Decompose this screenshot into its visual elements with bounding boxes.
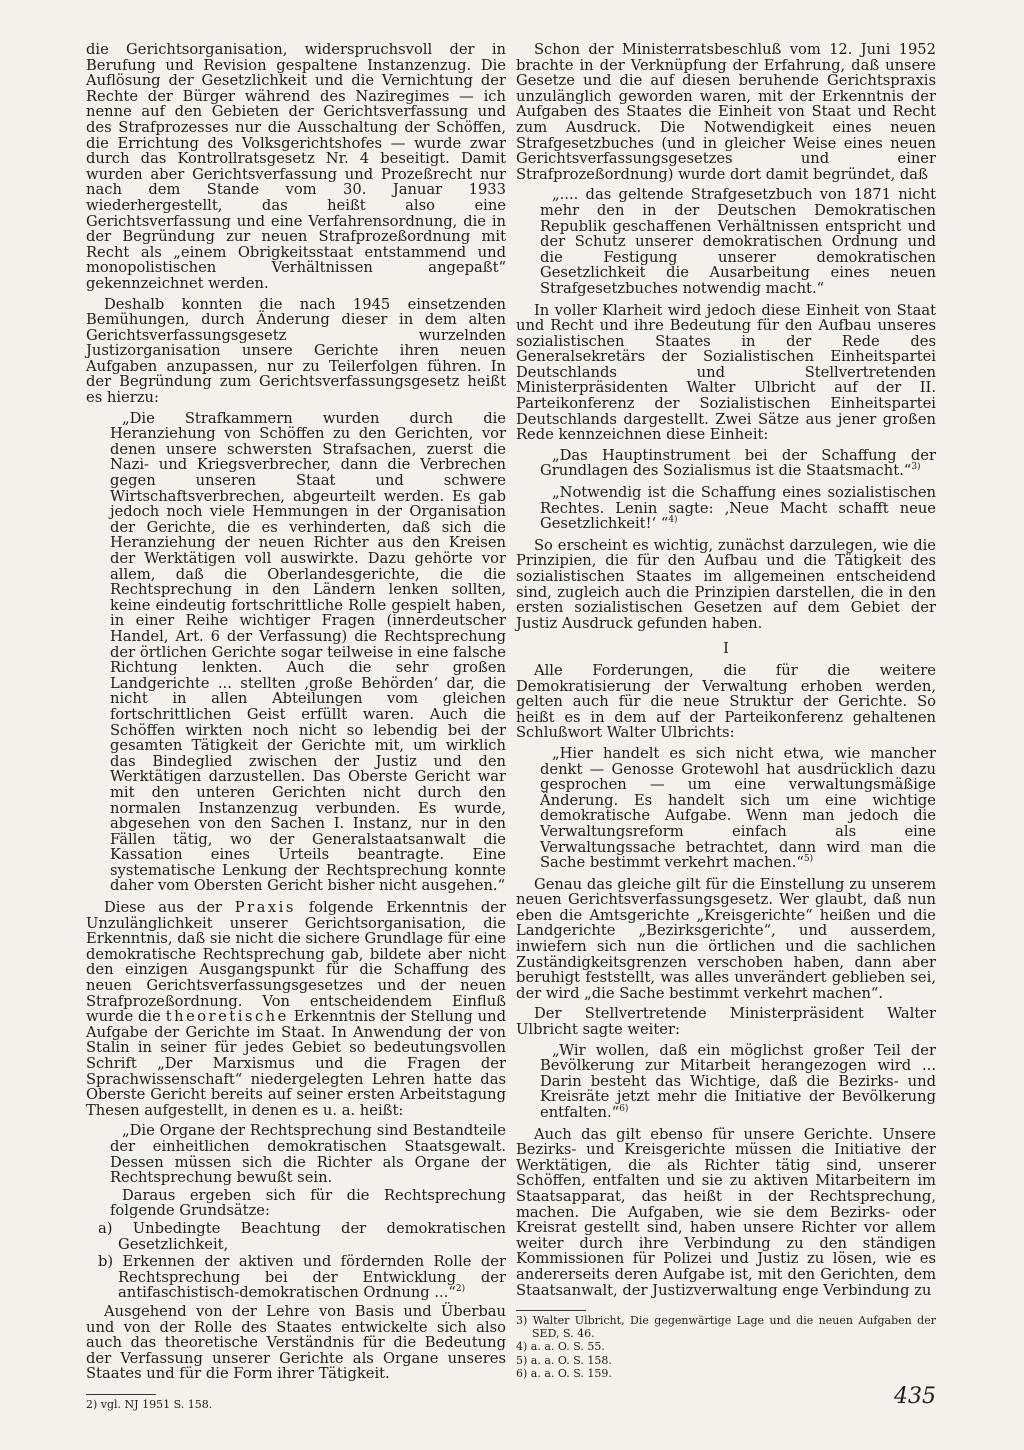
block-quote <box>540 746 936 871</box>
quote-text: „Wir wollen, daß ein möglichst großer Teil der Bevölkerung zur Mitarbeit herangezogen wird ... Darin besteht das Wichtige, daß die Bezirks- und Kreisräte jetzt mehr die Initiative der Bevölkerung entfalten.“ <box>540 1041 936 1121</box>
right-column <box>516 42 936 1382</box>
page-number: 435 <box>894 1384 936 1409</box>
footnote: 5) a. a. O. S. 158. <box>516 1353 612 1367</box>
quote-text: „Notwendig ist die Schaffung eines sozialistischen Rechtes. Lenin sagte: ‚Neue Macht schafft neue Gesetzlichkeit!‘ “ <box>540 484 936 533</box>
footnote: 6) a. a. O. S. 159. <box>516 1367 612 1381</box>
footnote-ref: 4) <box>668 515 678 526</box>
paragraph: Der Stellvertretende Ministerpräsident Walter Ulbricht sagte weiter: <box>516 1005 936 1039</box>
paragraph: Auch das gilt ebenso für unsere Gerichte. Unsere Bezirks- und Kreisgerichte müssen die Initiative der Werktätigen, die als Richter tätig sind, unserer Schöffen, entfalten und sie zu aktiven Mitarbeitern im Staatsapparat, das heißt in der Rechtsprechung, machen. Die Aufgaben, wie sie dem Bezirks- oder Kreisrat gestellt sind, haben unsere Richter vor allem weiter durch ihre Verbindung zu den ständigen Kommissionen für Polizei und Justiz zu lösen, wie es andererseits deren Aufgabe ist, mit den Gerichten, dem Staatsanwalt, der Justizverwaltung enge Verbindung zu <box>516 1125 936 1299</box>
paragraph: Alle Forderungen, die für die weitere Demokratisierung der Verwaltung erhoben werden, gelten auch für die neue Struktur der Gerichte. So heißt es in dem auf der Parteikonferenz gehaltenen Schlußwort Walter Ulbrichts: <box>516 661 936 742</box>
footnote-ref: 3) <box>911 462 921 473</box>
footnote-ref: 5) <box>803 854 814 865</box>
text-run: Diese aus der <box>104 899 235 917</box>
paragraph: So erscheint es wichtig, zunächst darzulegen, wie die Prinzipien, die für den Aufbau und die Tätigkeit des sozialistischen Staates im allgemeinen entscheidend sind, zugleich auch die Prinzipien darstellen, die in den ersten sozialistischen Gesetzen auf dem Gebiet der Justiz Ausdruck gefunden haben. <box>516 536 936 632</box>
paragraph: die Gerichtsorganisation, widerspruchsvoll der in Berufung und Revision gespaltene Instanzenzug. Die Auflösung der Gesetzlichkeit und die Vernichtung der Rechte der Bürger während des Naziregimes — ich nenne auf den Gebieten der Gerichtsverfassung und des Strafprozesses nur die Ausschaltung der Schöffen, die Errichtung des Volksgerichtshofes — wurde zwar durch das Kontrollratsgesetz Nr. 4 beseitigt. Damit wurden aber Gerichtsverfassung und Prozeßrecht nur nach dem Stande vom 30. Januar 1933 wiederhergestellt, das heißt also eine Gerichtsverfassung und eine Verfahrensordnung, die in der Begründung zur neuen Strafprozeßordnung mit Recht als „einem Obrigkeitsstaat entstammend und monopolistischen Verhältnissen angepaßt“ gekennzeichnet werden. <box>86 41 506 292</box>
paragraph: Genau das gleiche gilt für die Einstellung zu unserem neuen Gerichtsverfassungsgesetz. Wer glaubt, daß nun eben die Amtsgerichte „Kreisgerichte“ heißen und die Landgerichte „Bezirksgerichte“, und ausserdem, inwiefern sich nun die örtlichen und die sachlichen Zuständigkeitsgrenzen verschoben haben, dann aber beruhigt feststellt, was alles unverändert geblieben sei, der wird „die Sache bestimmt verkehrt machen“. <box>516 875 936 1002</box>
paragraph: Schon der Ministerratsbeschluß vom 12. Juni 1952 brachte in der Verknüpfung der Erfahrung, daß unsere Gesetze und die auf diesen beruhende Gerichtspraxis unzulänglich geworden waren, mit der Erkenntnis der Aufgaben des Staates die Einheit von Staat und Recht zum Ausdruck. Die Notwendigkeit eines neuen Strafgesetzbuches (und in gleicher Weise eines neuen Gerichtsverfassungsgesetzes und einer Strafprozeßordnung) wurde dort damit begründet, daß <box>516 41 936 183</box>
emphasis-spaced: Praxis <box>234 899 296 917</box>
block-quote: „Die Organe der Rechtsprechung sind Bestandteile der einheitlichen demokratischen Staatsgewalt. Dessen müssen sich die Richter als Organe der Rechtsprechung bewußt sein. <box>110 1122 506 1187</box>
list-item <box>98 1253 506 1302</box>
footnote-ref: 6) <box>619 1104 629 1115</box>
footnote: 4) a. a. O. S. 55. <box>516 1340 605 1354</box>
text-run: folgende Erkenntnis der Unzulänglichkeit unserer Gerichtsorganisation, die Erkenntnis, daß sie nicht die sichere Grundlage für eine demokratische Rechtsprechung gab, bildete aber nicht den einzigen Ausgangspunkt für die Schaffung des neuen Gerichtsverfassungsgesetzes und der neuen Strafprozeßordnung. Von entscheidendem Einfluß wurde die <box>86 899 506 1026</box>
paragraph <box>86 900 506 1118</box>
paragraph: Deshalb konnten die nach 1945 einsetzenden Bemühungen, durch Änderung dieser in dem alten Gerichtsverfassungsgesetz wurzelnden Justizorganisation unsere Gerichte ihren neuen Aufgaben anzupassen, nur zu Teilerfolgen führen. In der Begründung zum Gerichtsverfassungsgesetz heißt es hierzu: <box>86 295 506 407</box>
list-item-text: b) Erkennen der aktiven und fördernden Rolle der Rechtsprechung bei der Entwicklung der antifaschistisch-demokratischen Ordnung ...“ <box>98 1253 506 1302</box>
footnote: 3) Walter Ulbricht, Die gegenwärtige Lage und die neuen Aufgaben der SED, S. 46. <box>516 1314 936 1340</box>
block-quote: „.... das geltende Strafgesetzbuch von 1871 nicht mehr den in der Deutschen Demokratischen Republik geschaffenen Verhältnissen entspricht und der Schutz unserer demokratischen Ordnung und die Festigung unserer demokratischen Gesetzlichkeit die Ausarbeitung eines neuen Strafgesetzbuches notwendig macht.“ <box>540 186 936 297</box>
text-run: Erkenntnis der Stellung und Aufgabe der Gerichte im Staat. In Anwendung der von Stalin in seiner für jedes Gebiet so bedeutungsvollen Schrift „Der Marxismus und die Fragen der Sprachwissenschaft“ niedergelegten Lehren hatte das Oberste Gericht bereits auf seiner ersten Arbeitstagung Thesen aufgestellt, in denen es u. a. heißt: <box>86 1008 506 1119</box>
quote-text: „Hier handelt es sich nicht etwa, wie mancher denkt — Genosse Grotewohl hat ausdrücklich dazu gesprochen — um eine verwaltungsmäßige Änderung. Es handelt sich um eine wichtige demokratische Aufgabe. Wenn man jedoch die Verwaltungsreform einfach als eine Verwaltungssache betrachtet, dann wird man die Sache bestimmt verkehrt machen.“ <box>540 744 936 872</box>
footnote-ref: 2) <box>455 1284 466 1295</box>
section-heading: I <box>723 640 729 658</box>
paragraph: In voller Klarheit wird jedoch diese Einheit von Staat und Recht und ihre Bedeutung für den Aufbau unseres sozialistischen Staates in der Rede des Generalsekretärs der Sozialistischen Einheitspartei Deutschlands und Stellvertretenden Ministerpräsidenten Walter Ulbricht auf der II. Parteikonferenz der Sozialistischen Einheitspartei Deutschlands dargestellt. Zwei Sätze aus jener großen Rede kennzeichnen diese Einheit: <box>516 301 936 444</box>
block-quote <box>540 1043 936 1121</box>
footnote-divider <box>516 1310 586 1311</box>
block-quote: Daraus ergeben sich für die Rechtsprechung folgende Grundsätze: <box>110 1186 506 1220</box>
footnote-divider <box>86 1394 156 1395</box>
list-item: a) Unbedingte Beachtung der demokratischen Gesetzlichkeit, <box>98 1219 506 1253</box>
left-column <box>86 42 506 1412</box>
footnote: 2) vgl. NJ 1951 S. 158. <box>86 1397 213 1411</box>
quote-text: „Das Hauptinstrument bei der Schaffung der Grundlagen des Sozialismus ist die Staatsmacht.“ <box>540 446 936 480</box>
block-quote: „Die Strafkammern wurden durch die Heranziehung von Schöffen zu den Gerichten, vor denen unsere schwersten Strafsachen, zuerst die Nazi- und Kriegsverbrecher, dann die Verbrechen gegen unseren Staat und schwere Wirtschaftsverbrechen, abgeurteilt werden. Es gab jedoch noch viele Hemmungen in der Organisation der Gerichte, die es verhinderten, daß sich die Heranziehung der neuen Richter aus den Kreisen der Werktätigen voll auswirkte. Dazu gehörte vor allem, daß die Oberlandesgerichte, die die Rechtsprechung in den Ländern lenken sollten, keine eindeutig fortschrittliche Rolle gespielt haben, in einer Reihe wichtiger Fragen (innerdeutscher Handel, Art. 6 der Verfassung) die Rechtsprechung der örtlichen Gerichte sogar teilweise in eine falsche Richtung lenkten. Auch die sehr großen Landgerichte ... stellten ‚große Behörden‘ dar, die nicht in allen Abteilungen vom gleichen fortschrittlichen Geist erfüllt waren. Auch die Schöffen wirkten noch nicht so lebendig bei der gesamten Tätigkeit der Gerichte mit, um wirklich das Bindeglied zwischen der Justiz und den Werktätigen darzustellen. Das Oberste Gericht war mit den unteren Gerichten nicht durch den normalen Instanzenzug verbunden. Es wurde, abgesehen von den Sachen I. Instanz, nur in den Fällen tätig, wo der Generalstaatsanwalt die Kassation eines Urteils beantragte. Eine systematische Lenkung der Rechtsprechung konnte daher vom Obersten Gericht bisher nicht ausgehen.“ <box>110 409 506 895</box>
paragraph: Ausgehend von der Lehre von Basis und Überbau und von der Rolle des Staates entwickelte sich also auch das theoretische Verständnis für die Bedeutung der Verfassung unserer Gerichte als Organe unseres Staates und für die Form ihrer Tätigkeit. <box>86 1302 506 1383</box>
block-quote <box>540 485 936 532</box>
emphasis-spaced: theoretische <box>165 1008 289 1026</box>
block-quote <box>540 448 936 479</box>
